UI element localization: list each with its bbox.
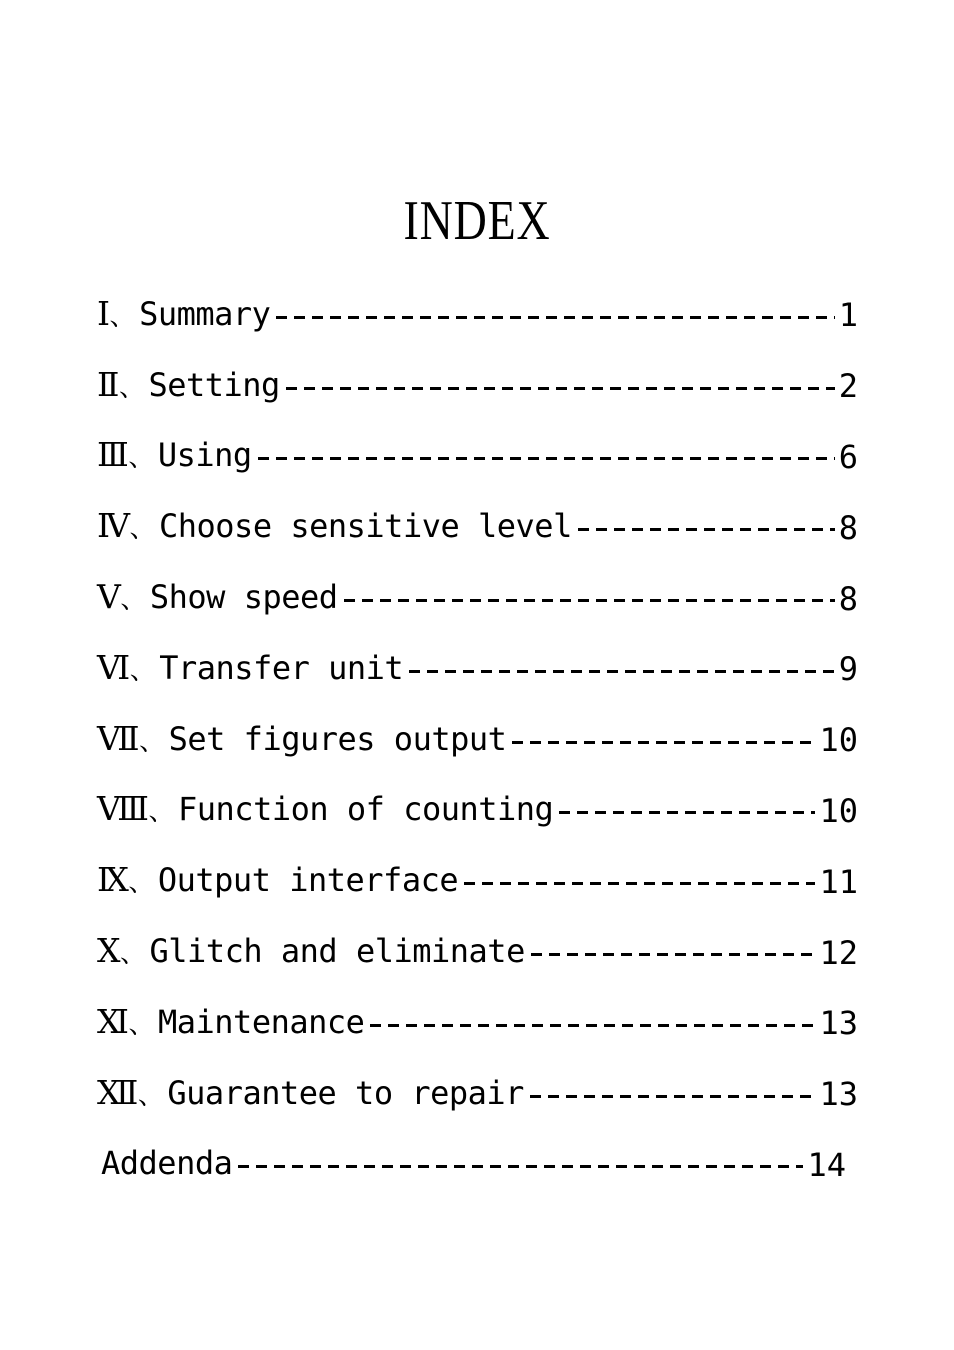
separator-mark: 、: [128, 1009, 154, 1040]
toc-entry[interactable]: [97, 351, 858, 422]
toc-entry-title: Set figures output: [168, 719, 507, 758]
page-title: INDEX: [403, 190, 551, 252]
dash-leader: [370, 1024, 815, 1027]
toc-entry-title: Maintenance: [157, 1002, 365, 1041]
toc-page-number: 11: [819, 862, 858, 901]
toc-entry[interactable]: [97, 634, 858, 705]
toc-entry[interactable]: [97, 492, 858, 563]
roman-numeral: Ⅺ: [97, 1004, 129, 1041]
toc-entry-label: [97, 1073, 524, 1116]
toc-entry-label: [97, 719, 506, 762]
toc-page-number: 13: [819, 1004, 858, 1043]
toc-page-number: 13: [819, 1075, 858, 1114]
toc-entry[interactable]: [97, 705, 858, 776]
dash-leader: [531, 953, 816, 956]
roman-numeral: Ⅳ: [97, 509, 130, 546]
toc-entry-addenda[interactable]: [97, 1130, 858, 1201]
dash-leader: [578, 528, 835, 531]
toc-entry-label: [97, 294, 270, 337]
separator-mark: 、: [120, 585, 146, 616]
table-of-contents: [97, 280, 858, 1200]
toc-entry-label: [97, 577, 338, 620]
toc-entry[interactable]: [97, 917, 858, 988]
separator-mark: 、: [118, 372, 145, 403]
separator-mark: 、: [120, 939, 146, 970]
roman-numeral: Ⅵ: [97, 650, 130, 687]
separator-mark: 、: [139, 726, 165, 757]
dash-leader: [409, 670, 835, 673]
toc-page-number: 14: [807, 1145, 846, 1184]
dash-leader: [286, 387, 835, 390]
roman-numeral: Ⅰ: [97, 296, 110, 333]
toc-entry-label: [97, 648, 403, 691]
separator-mark: 、: [128, 443, 154, 474]
toc-entry-label: [97, 1143, 232, 1186]
dash-leader: [258, 457, 835, 460]
toc-entry-title: Transfer unit: [159, 648, 404, 687]
toc-entry-label: [97, 931, 525, 974]
toc-page-number: 12: [819, 933, 858, 972]
dash-leader: [559, 811, 815, 814]
separator-mark: 、: [129, 655, 156, 686]
separator-mark: 、: [109, 301, 136, 332]
toc-page-number: 9: [838, 650, 858, 689]
toc-page-number: 8: [838, 579, 858, 618]
toc-entry-label: [97, 506, 572, 549]
toc-page-number: 1: [838, 296, 858, 335]
separator-mark: 、: [148, 797, 174, 828]
dash-leader: [464, 882, 815, 885]
toc-entry-title: Function of counting: [178, 790, 554, 829]
roman-numeral: Ⅶ: [97, 721, 140, 758]
toc-entry-title: Glitch and eliminate: [149, 932, 525, 971]
toc-entry-label: [97, 1002, 364, 1045]
toc-entry-title: Choose sensitive level: [158, 507, 572, 546]
dash-leader: [530, 1095, 816, 1098]
toc-page-number: 10: [819, 721, 858, 760]
roman-numeral: Ⅴ: [97, 580, 121, 617]
toc-entry-title: Show speed: [149, 578, 338, 617]
toc-page-number: 2: [838, 367, 858, 406]
separator-mark: 、: [128, 868, 154, 899]
toc-entry-title: Guarantee to repair: [167, 1073, 524, 1112]
toc-entry[interactable]: [97, 563, 858, 634]
toc-entry-title: Setting: [148, 365, 280, 404]
toc-entry-title: Output interface: [157, 861, 459, 900]
toc-entry[interactable]: [97, 988, 858, 1059]
toc-entry-title: Addenda: [101, 1144, 233, 1183]
roman-numeral: Ⅱ: [97, 367, 119, 404]
toc-entry-title: Using: [157, 436, 252, 475]
separator-mark: 、: [129, 514, 155, 545]
toc-entry-label: [97, 789, 553, 832]
toc-entry-label: [97, 860, 458, 903]
toc-entry-label: [97, 365, 280, 408]
toc-entry[interactable]: [97, 846, 858, 917]
toc-entry-title: Summary: [139, 294, 271, 333]
toc-entry[interactable]: [97, 1059, 858, 1130]
roman-numeral: Ⅷ: [97, 792, 149, 829]
roman-numeral: Ⅸ: [97, 863, 129, 900]
dash-leader: [238, 1165, 803, 1168]
roman-numeral: Ⅹ: [97, 934, 120, 971]
toc-page-number: 10: [819, 791, 858, 830]
roman-numeral: Ⅲ: [97, 438, 129, 475]
dash-leader: [344, 599, 835, 602]
roman-numeral: Ⅻ: [97, 1075, 138, 1112]
dash-leader: [512, 741, 815, 744]
dash-leader: [276, 316, 834, 319]
toc-entry[interactable]: [97, 280, 858, 351]
toc-entry[interactable]: [97, 422, 858, 493]
toc-page-number: 6: [838, 437, 858, 476]
separator-mark: 、: [137, 1080, 164, 1111]
toc-page-number: 8: [838, 508, 858, 547]
toc-entry[interactable]: [97, 776, 858, 847]
toc-entry-label: [97, 435, 252, 478]
